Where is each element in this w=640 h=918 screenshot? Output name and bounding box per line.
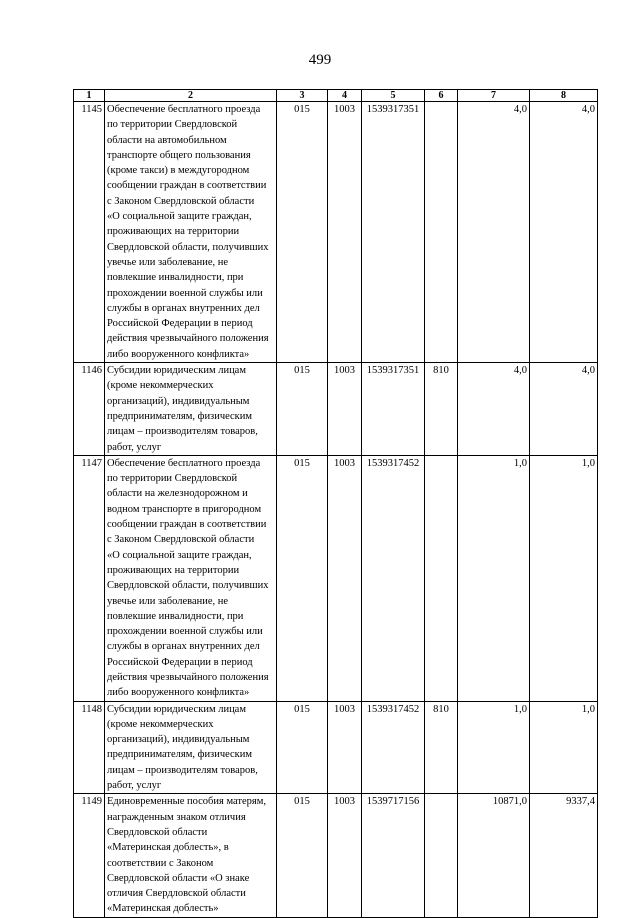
section-code: 1003 <box>328 102 362 363</box>
section-code: 1003 <box>328 455 362 701</box>
description-line: сообщении граждан в соответствии <box>107 180 267 192</box>
description-line: соответствии с Законом <box>107 857 214 869</box>
description-line: (кроме такси) в междугородном <box>107 165 250 177</box>
table-row <box>74 455 598 701</box>
row-number: 1147 <box>74 455 105 701</box>
amount-col8: 1,0 <box>530 701 598 794</box>
admin-code: 015 <box>277 701 328 794</box>
table-body <box>74 102 598 918</box>
row-description <box>105 701 277 794</box>
description-line: действия чрезвычайного положения <box>107 333 269 345</box>
description-line: Обеспечение бесплатного проезда <box>107 457 261 469</box>
description-line: Свердловской области <box>107 826 208 838</box>
column-header: 7 <box>458 90 530 102</box>
row-number: 1145 <box>74 102 105 363</box>
description-line: награжденным знаком отличия <box>107 811 246 823</box>
description-line: области на автомобильном <box>107 134 227 146</box>
section-code: 1003 <box>328 794 362 917</box>
description-line: отличия Свердловской области <box>107 888 246 900</box>
description-line: Субсидии юридическим лицам <box>107 703 246 715</box>
amount-col7: 1,0 <box>458 455 530 701</box>
target-code: 1539717156 <box>362 794 425 917</box>
target-code: 1539317452 <box>362 455 425 701</box>
table-row <box>74 102 598 363</box>
description-line: предпринимателям, физическим <box>107 749 253 761</box>
target-code: 1539317452 <box>362 701 425 794</box>
table-row <box>74 794 598 917</box>
admin-code: 015 <box>277 363 328 456</box>
expense-type-code <box>425 102 458 363</box>
description-line: службы в органах внутренних дел <box>107 641 260 653</box>
description-line: организаций), индивидуальным <box>107 395 250 407</box>
admin-code: 015 <box>277 102 328 363</box>
description-line: организаций), индивидуальным <box>107 734 250 746</box>
description-line: работ, услуг <box>107 441 162 453</box>
row-description <box>105 794 277 917</box>
column-header: 4 <box>328 90 362 102</box>
row-description <box>105 455 277 701</box>
description-line: Свердловской области, получивших <box>107 580 269 592</box>
description-line: области на железнодорожном и <box>107 488 248 500</box>
description-line: прохождении военной службы или <box>107 287 263 299</box>
description-line: предпринимателям, физическим <box>107 410 253 422</box>
budget-table <box>73 89 598 918</box>
description-line: по территории Свердловской <box>107 473 238 485</box>
description-line: действия чрезвычайного положения <box>107 671 269 683</box>
amount-col8: 4,0 <box>530 363 598 456</box>
description-line: водном транспорте в пригородном <box>107 503 262 515</box>
column-header: 1 <box>74 90 105 102</box>
description-line: «О социальной защите граждан, <box>107 549 252 561</box>
amount-col8: 9337,4 <box>530 794 598 917</box>
description-line: лицам – производителям товаров, <box>107 426 258 438</box>
description-line: с Законом Свердловской области <box>107 195 255 207</box>
description-line: повлекшие инвалидности, при <box>107 610 244 622</box>
amount-col8: 4,0 <box>530 102 598 363</box>
header-row <box>74 90 598 102</box>
description-line: лицам – производителям товаров, <box>107 764 258 776</box>
row-number: 1148 <box>74 701 105 794</box>
description-line: (кроме некоммерческих <box>107 380 214 392</box>
description-line: «Материнская доблесть», в <box>107 842 229 854</box>
section-code: 1003 <box>328 701 362 794</box>
amount-col7: 4,0 <box>458 363 530 456</box>
description-line: увечье или заболевание, не <box>107 256 229 268</box>
description-line: транспорте общего пользования <box>107 149 251 161</box>
description-line: (кроме некоммерческих <box>107 718 214 730</box>
expense-type-code <box>425 455 458 701</box>
column-header: 6 <box>425 90 458 102</box>
description-line: прохождении военной службы или <box>107 626 263 638</box>
expense-type-code <box>425 794 458 917</box>
description-line: по территории Свердловской <box>107 119 238 131</box>
table-row <box>74 701 598 794</box>
column-header: 8 <box>530 90 598 102</box>
admin-code: 015 <box>277 455 328 701</box>
description-line: Субсидии юридическим лицам <box>107 365 246 377</box>
column-header: 5 <box>362 90 425 102</box>
description-line: Российской Федерации в период <box>107 318 253 330</box>
row-number: 1149 <box>74 794 105 917</box>
table-row <box>74 363 598 456</box>
description-line: Свердловской области «О знаке <box>107 872 250 884</box>
admin-code: 015 <box>277 794 328 917</box>
amount-col8: 1,0 <box>530 455 598 701</box>
row-description <box>105 102 277 363</box>
description-line: сообщении граждан в соответствии <box>107 519 267 531</box>
description-line: Свердловской области, получивших <box>107 241 269 253</box>
description-line: увечье или заболевание, не <box>107 595 229 607</box>
description-line: Единовременные пособия матерям, <box>107 796 267 808</box>
expense-type-code: 810 <box>425 363 458 456</box>
amount-col7: 10871,0 <box>458 794 530 917</box>
target-code: 1539317351 <box>362 102 425 363</box>
section-code: 1003 <box>328 363 362 456</box>
expense-type-code: 810 <box>425 701 458 794</box>
description-line: «О социальной защите граждан, <box>107 211 252 223</box>
description-line: с Законом Свердловской области <box>107 534 255 546</box>
description-line: повлекшие инвалидности, при <box>107 272 244 284</box>
description-line: «Материнская доблесть» <box>107 903 219 915</box>
page-number: 499 <box>308 52 332 68</box>
description-line: либо вооруженного конфликта» <box>107 687 250 699</box>
description-line: службы в органах внутренних дел <box>107 302 260 314</box>
column-header: 3 <box>277 90 328 102</box>
description-line: проживающих на территории <box>107 564 240 576</box>
target-code: 1539317351 <box>362 363 425 456</box>
description-line: работ, услуг <box>107 780 162 792</box>
row-number: 1146 <box>74 363 105 456</box>
description-line: проживающих на территории <box>107 226 240 238</box>
column-header: 2 <box>105 90 277 102</box>
description-line: Российской Федерации в период <box>107 656 253 668</box>
row-description <box>105 363 277 456</box>
description-line: либо вооруженного конфликта» <box>107 348 250 360</box>
description-line: Обеспечение бесплатного проезда <box>107 104 261 115</box>
amount-col7: 1,0 <box>458 701 530 794</box>
amount-col7: 4,0 <box>458 102 530 363</box>
